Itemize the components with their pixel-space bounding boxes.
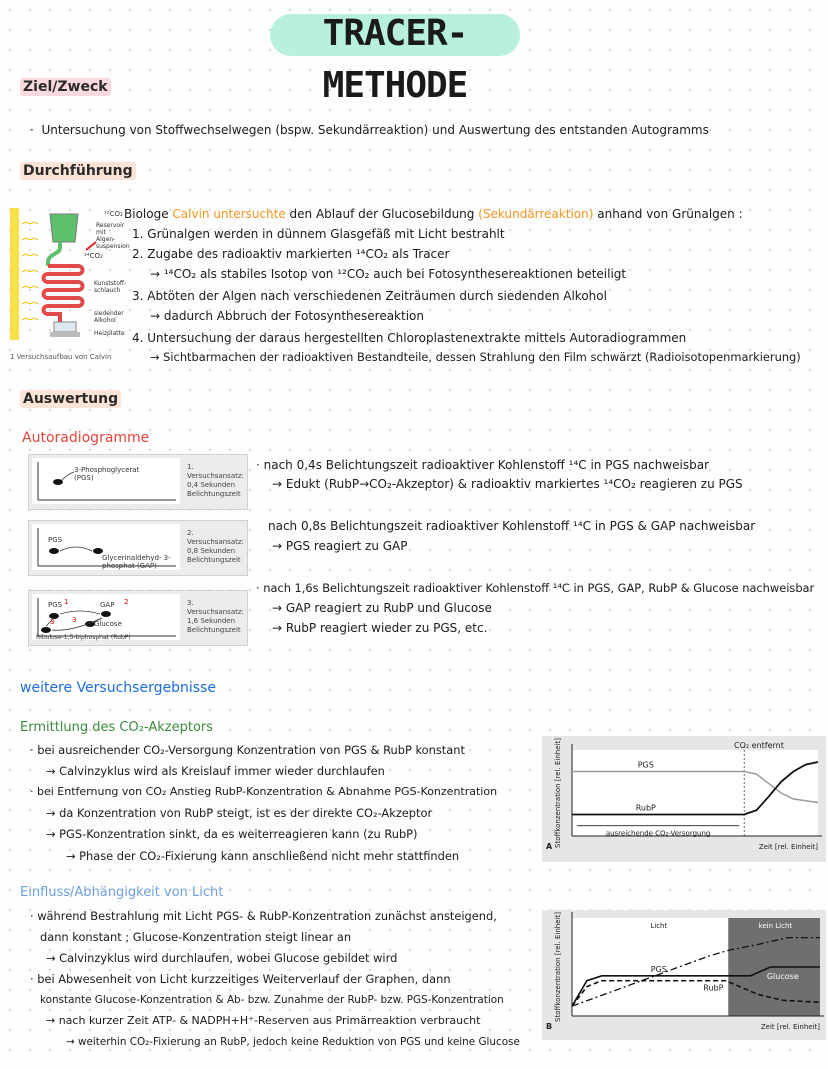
licht-line-7: → weiterhin CO₂-Fixierung an RubP, jedoch keine Reduktion von PGS und keine Glucose [66,1036,520,1048]
autoradiogram-1-film [32,458,180,504]
reservoir [50,214,78,242]
autoradiogram-2 [28,520,248,576]
licht-line-4: · bei Abwesenheit von Licht kurzzeitiges Weiterverlauf der Graphen, dann [30,972,451,986]
region-label: ausreichende CO₂-Versorgung [605,829,711,838]
calvin-apparatus-figure [8,204,130,346]
annotation-co2-removed: CO₂ entfernt [734,741,784,750]
intro-secondary: (Sekundärreaktion) [478,207,594,221]
licht-line-1: · während Bestrahlung mit Licht PGS- & RubP-Konzentration zunächst ansteigend, [30,909,497,923]
licht-line-2: dann konstant ; Glucose-Konzentration steigt linear an [40,930,352,944]
note-3a: · nach 1,6s Belichtungszeit radioaktiver Kohlenstoff ¹⁴C in PGS, GAP, RubP & Glucose nachweisbar [256,581,815,595]
intro-e: anhand von Grünalgen : [593,207,743,221]
co2-line-2: → Calvinzyklus wird als Kreislauf immer wieder durchlaufen [46,764,385,778]
label-reservoir: Reservoir mit Algen- suspension [96,222,130,250]
x-axis-label: Zeit [rel. Einheit] [760,1023,820,1031]
heading-licht: Einfluss/Abhängigkeit von Licht [20,885,224,900]
heat-plate [50,332,80,337]
ziel-text: · Untersuchung von Stoffwechselwegen (bspw. Sekundärreaktion) und Auswertung des entstanden Autogramms [30,123,709,137]
spot-rubp [41,627,51,633]
autoradiogram-1-caption: 1. Versuchsansatz: 0,4 Sekunden Belichtungszeit [187,463,244,498]
intro-c: den Ablauf der Glucosebildung [285,207,479,221]
alcohol-beaker [54,322,76,332]
autoradiogram-3-film [32,594,180,640]
region-light: Licht [650,922,668,930]
note-3c: → RubP reagiert wieder zu PGS, etc. [272,621,488,635]
graph-b [542,910,826,1040]
note-1b: → Edukt (RubP→CO₂-Akzeptor) & radioaktiv markiertes ¹⁴CO₂ reagieren zu PGS [272,477,743,491]
intro-calvin: Calvin untersuchte [172,207,286,221]
plastic-tube [44,266,83,324]
light-rays [22,222,38,320]
series-label-pgs: PGS [650,964,667,974]
svg-text:1: 1 [64,598,69,606]
y-axis-label: Stoffkonzentration [rel. Einheit] [554,912,562,1022]
label-co2-top: ¹²CO₂ [104,210,123,218]
autoradiogram-3-caption: 3. Versuchsansatz: 1,6 Sekunden Belichtungszeit [187,599,244,634]
co2-injection [86,242,96,250]
note-1a: · nach 0,4s Belichtungszeit radioaktiver Kohlenstoff ¹⁴C in PGS nachweisbar [256,458,710,472]
note-3b: → GAP reagiert zu RubP und Glucose [272,601,492,615]
series-label-glucose: Glucose [766,971,799,981]
step-3: 3. Abtöten der Algen nach verschiedenen Zeiträumen durch siedenden Alkohol [132,289,607,303]
region-dark: kein Licht [758,922,793,930]
label-co2-14: ¹⁴CO₂ [84,252,103,260]
label-pgs-2: PGS [48,536,63,544]
series-label-rubp: RubP [635,803,656,813]
green-tube [48,242,60,266]
graph-b-plot [542,910,826,1040]
co2-line-4: → da Konzentration von RubP steigt, ist es der direkte CO₂-Akzeptor [46,806,433,820]
series-label-pgs: PGS [637,760,654,770]
series-label-rubp: RubP [703,983,724,993]
label-gap-3: GAP [100,601,115,609]
heading-ziel: Ziel/Zweck [20,78,111,96]
spot-pgs [49,548,59,554]
label-3pg: 3-Phosphoglycerat (PGS) [74,466,140,482]
label-glucose-3: Glucose [94,620,122,628]
panel-letter: B [546,1022,553,1031]
co2-line-3: · bei Entfernung von CO₂ Anstieg RubP-Konzentration & Abnahme PGS-Konzentration [30,785,498,798]
co2-line-6: → Phase der CO₂-Fixierung kann anschließend nicht mehr stattfinden [66,849,460,863]
licht-line-5: konstante Glucose-Konzentration & Ab- bzw. Zunahme der RubP- bzw. PGS-Konzentration [40,994,504,1006]
ziel-text-content: Untersuchung von Stoffwechselwegen (bspw. Sekundärreaktion) und Auswertung des entstanden Autogramms [41,123,709,137]
spot-pgs [53,479,63,485]
step-1: 1. Grünalgen werden in dünnem Glasgefäß mit Licht bestrahlt [132,227,505,241]
co2-line-1: · bei ausreichender CO₂-Versorgung Konzentration von PGS & RubP konstant [30,743,465,757]
step-4-note: → Sichtbarmachen der radioaktiven Bestandteile, dessen Strahlung den Film schwärzt (Radioisotopenmarkierung) [150,350,801,364]
spot-gap [101,611,111,617]
heading-durchfuehrung: Durchführung [20,162,136,180]
svg-text:3: 3 [50,618,55,626]
page-title: TRACER-METHODE [322,13,468,106]
co2-line-5: → PGS-Konzentration sinkt, da es weiterreagieren kann (zu RubP) [46,827,418,841]
svg-text:3: 3 [72,616,77,624]
svg-text:2: 2 [124,598,129,606]
heading-auswertung: Auswertung [20,390,121,408]
heading-autoradiogramme: Autoradiogramme [22,430,150,446]
label-tube: Kunststoff- schlauch [94,280,127,294]
label-rubp-3: Ribulose-1,5-biphosphat (RubP) [36,634,131,641]
heading-co2-akzeptor: Ermittlung des CO₂-Akzeptors [20,720,214,735]
graph-a [542,736,826,862]
note-2a: nach 0,8s Belichtungszeit radioaktiver Kohlenstoff ¹⁴C in PGS & GAP nachweisbar [268,519,756,533]
label-alcohol: siedender Alkohol [94,310,124,324]
autoradiogram-2-film [32,524,180,570]
graph-a-plot [542,736,826,862]
step-2: 2. Zugabe des radioaktiv markierten ¹⁴CO₂ als Tracer [132,247,450,261]
autoradiogram-3 [28,590,248,646]
intro-a: Biologe [124,207,173,221]
step-3-note: → dadurch Abbruch der Fotosynthesereaktion [150,309,424,323]
heading-weitere: weitere Versuchsergebnisse [20,680,216,696]
autoradiogram-1 [28,454,248,510]
licht-line-6: → nach kurzer Zeit ATP- & NADPH+H⁺-Reserven aus Primärreaktion verbraucht [46,1014,481,1027]
step-4: 4. Untersuchung der daraus hergestellten Chloroplastenextrakte mittels Autoradiogrammen [132,331,687,345]
x-axis-label: Zeit [rel. Einheit] [758,843,818,851]
licht-line-3: → Calvinzyklus wird durchlaufen, wobei Glucose gebildet wird [46,951,398,965]
panel-letter: A [546,842,553,851]
label-heat: Heizplatte [94,330,125,337]
step-2-note: → ¹⁴CO₂ als stabiles Isotop von ¹²CO₂ auch bei Fotosynthesereaktionen beteiligt [150,267,627,281]
label-gap-2: Glycerinaldehyd- 3-phosphat (GAP) [102,554,171,570]
y-axis-label: Stoffkonzentration [rel. Einheit] [554,738,562,848]
note-2b: → PGS reagiert zu GAP [272,539,408,553]
label-pgs-3: PGS [48,601,63,609]
autoradiogram-2-caption: 2. Versuchsansatz: 0,8 Sekunden Belichtungszeit [187,529,244,564]
light-source [10,208,19,340]
durchfuehrung-intro [124,204,743,224]
figure-caption: 1 Versuchsaufbau von Calvin [10,353,112,361]
